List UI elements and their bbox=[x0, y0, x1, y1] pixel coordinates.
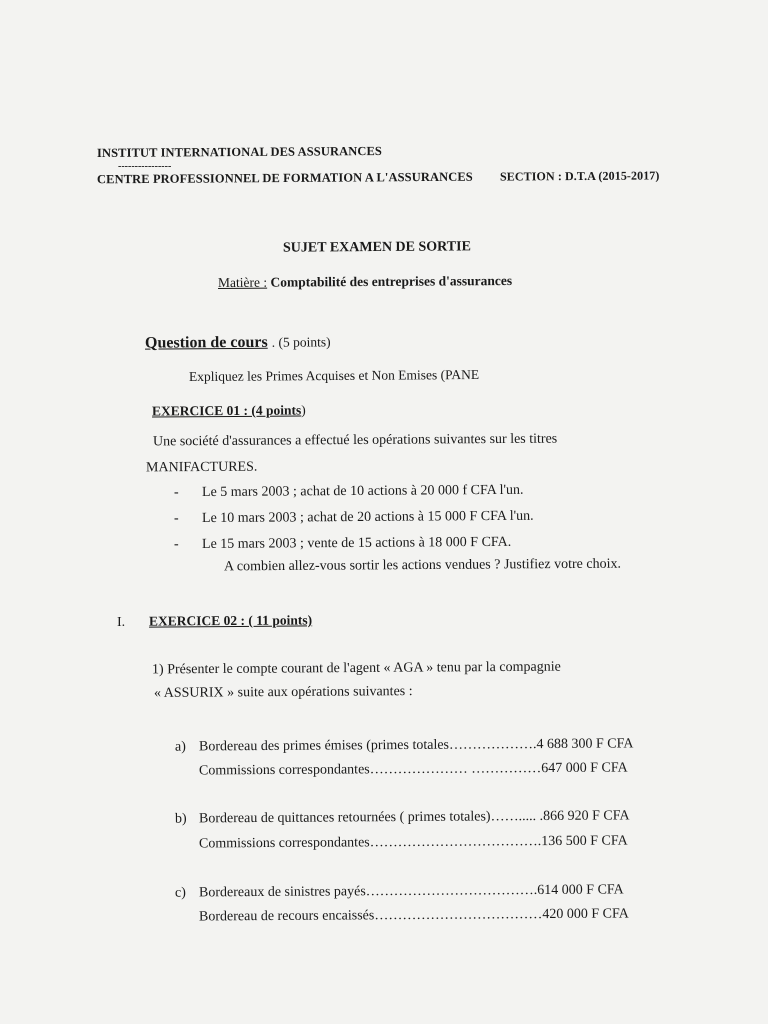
item-letter: c) bbox=[174, 885, 186, 901]
item-text: Bordereaux de sinistres payés……………………………….614 000 F CFA bbox=[198, 882, 624, 901]
item-text: Bordereau de quittances retournées ( primes totales)……..... .866 920 F CFA bbox=[198, 808, 630, 827]
exercice1-intro-line1: Une société d'assurances a effectué les opérations suivantes sur les titres bbox=[152, 431, 558, 450]
exercice1-heading-text: EXERCICE 01 : (4 points bbox=[151, 402, 302, 419]
operation-1 bbox=[174, 483, 524, 501]
operation-text: Le 15 mars 2003 ; vente de 15 actions à 18 000 F CFA. bbox=[201, 534, 512, 552]
operation-2 bbox=[174, 509, 534, 528]
item-letter: a) bbox=[174, 739, 186, 755]
exercice1-heading-close: ) bbox=[301, 402, 306, 418]
item-letter: b) bbox=[174, 811, 187, 827]
operation-text: Le 5 mars 2003 ; achat de 10 actions à 20 000 f CFA l'un. bbox=[201, 482, 524, 501]
exercice1-question: A combien allez-vous sortir les actions vendues ? Justifiez votre choix. bbox=[223, 556, 621, 575]
institute-name: INSTITUT INTERNATIONAL DES ASSURANCES bbox=[96, 144, 382, 160]
exam-subject bbox=[218, 273, 512, 291]
question-cours-points: . (5 points) bbox=[271, 334, 331, 350]
item-c-line1 bbox=[175, 882, 624, 901]
item-c-line2: Bordereau de recours encaissés………………………………420 000 F CFA bbox=[198, 906, 629, 925]
section-label: SECTION : D.T.A (2015-2017) bbox=[499, 168, 660, 184]
question-cours-text: Expliquez les Primes Acquises et Non Emises (PANE bbox=[188, 366, 480, 385]
bullet-dash: - bbox=[173, 485, 179, 501]
header-separator: ---------------- bbox=[118, 161, 172, 172]
bullet-dash: - bbox=[173, 537, 179, 553]
item-text: Bordereau des primes émises (primes totales……………….4 688 300 F CFA bbox=[198, 736, 634, 755]
item-b-line2: Commissions correspondantes……………………………….136 500 F CFA bbox=[198, 833, 628, 852]
item-a-line2: Commissions correspondantes………………… ……………647 000 F CFA bbox=[198, 760, 628, 779]
item-a-line1 bbox=[175, 736, 634, 755]
bullet-dash: - bbox=[173, 511, 179, 527]
question-cours-heading: Question de cours bbox=[144, 333, 268, 352]
operation-3 bbox=[174, 535, 511, 553]
item-b-line1 bbox=[175, 808, 630, 827]
exercice2-item1-line1: 1) Présenter le compte courant de l'agent « AGA » tenu par la compagnie bbox=[151, 659, 561, 678]
centre-name: CENTRE PROFESSIONNEL DE FORMATION A L'ASSURANCES bbox=[96, 169, 473, 187]
exercice2-heading: EXERCICE 02 : ( 11 points) bbox=[148, 612, 313, 629]
operation-text: Le 10 mars 2003 ; achat de 20 actions à 15 000 F CFA l'un. bbox=[201, 508, 534, 527]
exercice2-item1-line2: « ASSURIX » suite aux opérations suivantes : bbox=[153, 684, 413, 701]
exercice1-heading bbox=[152, 401, 306, 420]
exercice1-intro-line2: MANIFACTURES. bbox=[145, 459, 258, 476]
exam-title: SUJET EXAMEN DE SORTIE bbox=[282, 239, 471, 256]
subject-value: Comptabilité des entreprises d'assurances bbox=[270, 272, 513, 290]
question-cours bbox=[145, 333, 331, 352]
section-roman-numeral: I. bbox=[117, 615, 126, 630]
subject-label: Matière : bbox=[217, 274, 268, 291]
